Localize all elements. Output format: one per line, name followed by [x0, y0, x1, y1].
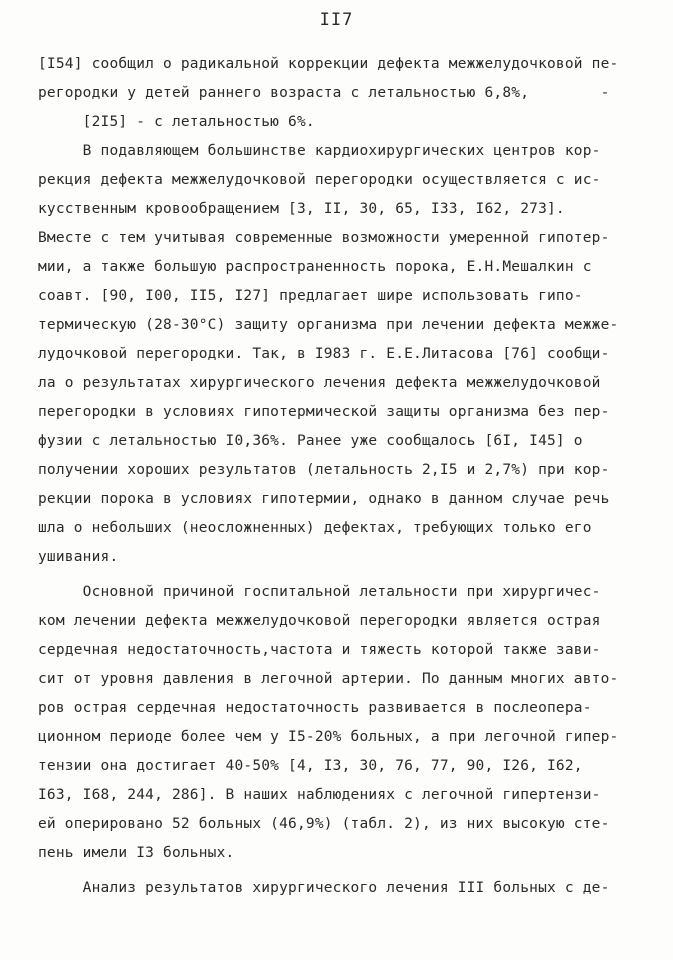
text-line: шла о небольших (неосложненных) дефектах, требующих только его [38, 520, 592, 536]
text-line: термическую (28-30°С) защиту организма при лечении дефекта межже- [38, 317, 619, 333]
paragraph [38, 108, 638, 137]
text-line: тензии она достигает 40-50% [4, I3, 30, 76, 77, 90, I26, I62, [38, 758, 583, 774]
text-line: ла о результатах хирургического лечения дефекта межжелудочковой [38, 375, 601, 391]
text-line: пень имели I3 больных. [38, 845, 235, 861]
text-line: Основной причиной госпитальной летальности при хирургичес- [38, 584, 601, 600]
text-line: перегородки в условиях гипотермической защиты организма без пер- [38, 404, 610, 420]
text-line: ушивания. [38, 549, 119, 565]
text-line: рекция дефекта межжелудочковой перегородки осуществляется с ис- [38, 172, 601, 188]
body-text [38, 50, 638, 903]
page-number: II7 [319, 10, 354, 30]
text-line: мии, а также большую распространенность порока, Е.Н.Мешалкин с [38, 259, 592, 275]
text-line: В подавляющем большинстве кардиохирургических центров кор- [38, 143, 601, 159]
text-line: регородки у детей раннего возраста с летальностью 6,8%, - [38, 85, 610, 101]
text-line: соавт. [90, I00, II5, I27] предлагает шире использовать гипо- [38, 288, 583, 304]
text-line: фузии с летальностью I0,36%. Ранее уже сообщалось [6I, I45] о [38, 433, 583, 449]
text-line: I63, I68, 244, 286]. В наших наблюдениях с легочной гипертензи- [38, 787, 601, 803]
paragraph [38, 50, 638, 108]
text-line: [2I5] - с летальностью 6%. [38, 114, 315, 130]
text-line: Вместе с тем учитывая современные возможности умеренной гипотер- [38, 230, 610, 246]
paragraph [38, 137, 638, 572]
paragraph [38, 578, 638, 868]
text-line: кусственным кровообращением [3, II, 30, 65, I33, I62, 273]. [38, 201, 565, 217]
text-line: ционном периоде более чем у I5-20% больных, а при легочной гипер- [38, 729, 619, 745]
text-line: ком лечении дефекта межжелудочковой перегородки является острая [38, 613, 601, 629]
text-line: ей оперировано 52 больных (46,9%) (табл. 2), из них высокую сте- [38, 816, 610, 832]
text-line: рекции порока в условиях гипотермии, однако в данном случае речь [38, 491, 610, 507]
text-line: получении хороших результатов (летальность 2,I5 и 2,7%) при кор- [38, 462, 610, 478]
text-line: ров острая сердечная недостаточность развивается в послеопера- [38, 700, 592, 716]
paragraph [38, 874, 638, 903]
text-line: сит от уровня давления в легочной артерии. По данным многих авто- [38, 671, 619, 687]
text-line: Анализ результатов хирургического лечения III больных с де- [38, 880, 610, 896]
text-line: [I54] сообщил о радикальной коррекции дефекта межжелудочковой пе- [38, 56, 619, 72]
text-line: сердечная недостаточность,частота и тяжесть которой также зави- [38, 642, 601, 658]
text-line: лудочковой перегородки. Так, в I983 г. Е.Е.Литасова [76] сообщи- [38, 346, 610, 362]
